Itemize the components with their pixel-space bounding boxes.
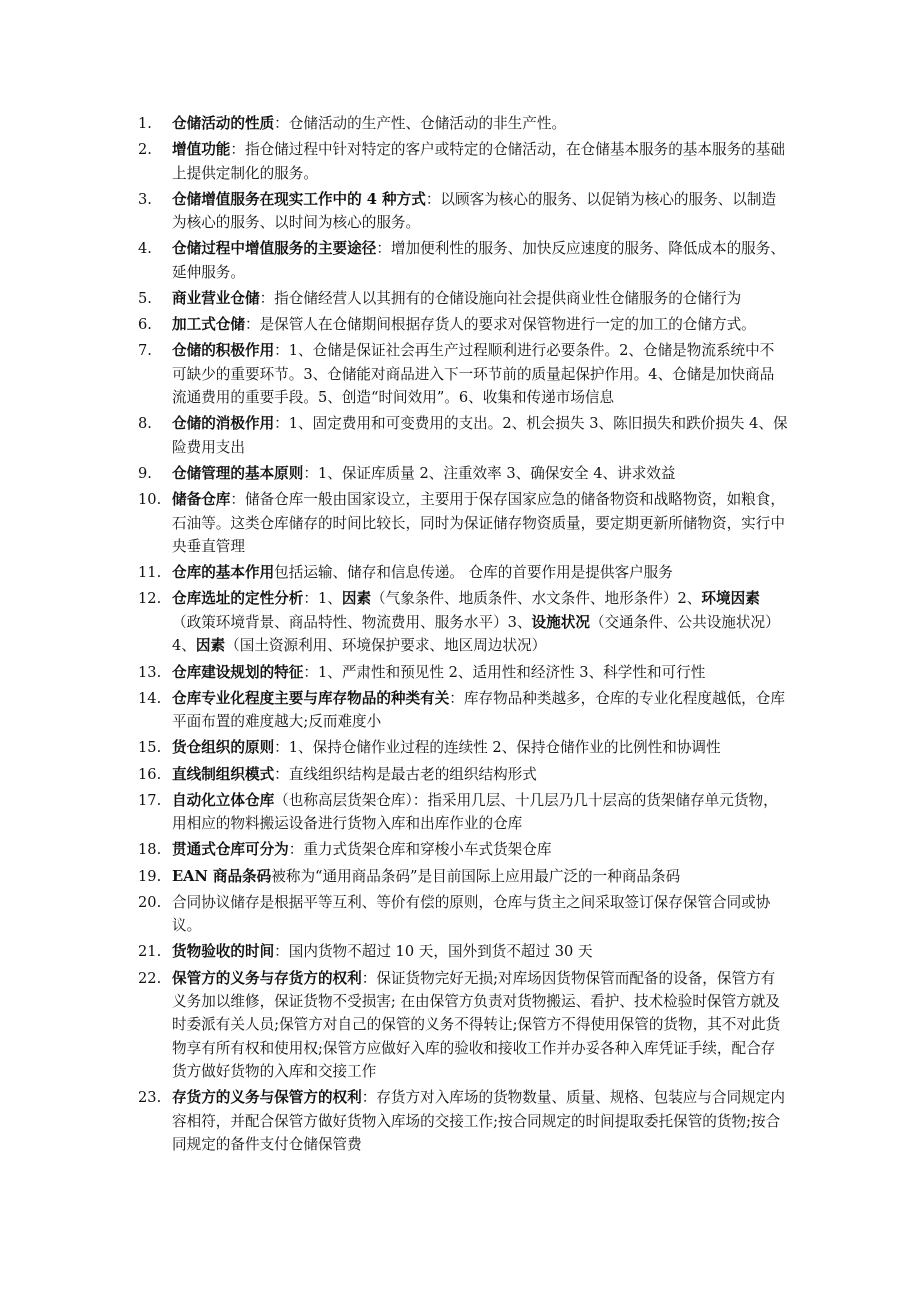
item-term: 仓储活动的性质 xyxy=(172,115,275,132)
list-item xyxy=(138,237,788,284)
list-item xyxy=(138,112,788,135)
item-term: 储备仓库 xyxy=(172,491,231,509)
item-number: 15. xyxy=(138,739,162,757)
item-number: 5. xyxy=(138,290,152,308)
item-text: ：保证货物完好无损;对库场因货物保管而配备的设备，保管方有义务加以维修，保证货物不受损害; 在由保管方负责对货物搬运、看护、技术检验时保管方就及时委派有关人员;保管方对自己的保管的义务不得转让;保管方不得使用保管的货物，其不对此货物享有所有权和使用权;保管方应做好入库的验收和接收工作并办妥各种入库凭证手续，配合存货方做好货物的入库和交接工作 xyxy=(172,969,781,1081)
list-item xyxy=(138,561,788,584)
list-item xyxy=(138,838,788,861)
item-text: ：增加便利性的服务、加快反应速度的服务、降低成本的服务、延伸服务。 xyxy=(172,240,785,281)
item-number: 9. xyxy=(138,465,152,483)
item-term: 仓储管理的基本原则 xyxy=(172,465,304,483)
list-item xyxy=(138,188,788,235)
item-text: ：国内货物不超过 10 天，国外到货不超过 30 天 xyxy=(274,943,593,961)
list-item xyxy=(138,763,788,786)
item-number: 4. xyxy=(138,240,152,258)
item-number: 22. xyxy=(138,969,162,987)
item-text: ：指仓储过程中针对特定的客户或特定的仓储活动，在仓储基本服务的基本服务的基础上提供定制化的服务。 xyxy=(172,141,785,182)
list-item xyxy=(138,488,788,558)
list-item xyxy=(138,313,788,336)
item-number: 17. xyxy=(138,791,162,809)
item-term: 货仓组织的原则 xyxy=(172,739,275,757)
item-number: 14. xyxy=(138,689,162,707)
item-text: （也称高层货架仓库）：指采用几层、十几层乃几十层高的货架储存单元货物，用相应的物料搬运设备进行货物入库和出库作业的仓库 xyxy=(172,791,778,833)
item-text: （交通条件、公共设施状况）4、 xyxy=(172,613,780,655)
list-item xyxy=(138,789,788,836)
list-item xyxy=(138,587,788,657)
item-number: 3. xyxy=(138,190,152,208)
list-item xyxy=(138,138,788,185)
list-item xyxy=(138,287,788,310)
item-text: ：是保管人在仓储期间根据存货人的要求对保管物进行一定的加工的仓储方式。 xyxy=(244,316,756,334)
item-term: 保管方的义务与存货方的权利 xyxy=(172,969,362,987)
item-text: （国土资源利用、环境保护要求、地区周边状况） xyxy=(225,637,547,655)
item-text: ：直线组织结构是最古老的组织结构形式 xyxy=(274,765,537,783)
item-term: 仓储过程中增值服务的主要途径 xyxy=(172,240,377,258)
item-text: 合同协议储存是根据平等互利、等价有偿的原则，仓库与货主之间采取签订保存保管合同或协议。 xyxy=(172,893,771,935)
item-number: 13. xyxy=(138,663,162,681)
list-item xyxy=(138,339,788,409)
list-item xyxy=(138,891,788,938)
list-item xyxy=(138,736,788,759)
item-number: 21. xyxy=(138,943,162,961)
item-text: ：1、固定费用和可变费用的支出。2、机会损失 3、陈旧损失和跌价损失 4、保险费用支出 xyxy=(172,415,788,456)
list-item xyxy=(138,865,788,888)
item-term: 贯通式仓库可分为 xyxy=(172,841,289,859)
item-text: （气象条件、地质条件、水文条件、地形条件）2、 xyxy=(371,590,702,608)
list-item xyxy=(138,940,788,963)
item-term: 环境因素 xyxy=(701,590,760,608)
item-term: 货物验收的时间 xyxy=(172,943,275,961)
list-item xyxy=(138,687,788,734)
numbered-list xyxy=(138,112,788,1159)
item-number: 23. xyxy=(138,1089,162,1107)
item-term: 仓库专业化程度主要与库存物品的种类有关 xyxy=(172,689,450,707)
item-number: 6. xyxy=(138,316,152,334)
item-number: 19. xyxy=(138,867,162,885)
item-term: 因素 xyxy=(341,590,372,608)
item-term: 仓库选址的定性分析 xyxy=(172,590,304,608)
item-text: 包括运输、储存和信息传递。 仓库的首要作用是提供客户服务 xyxy=(274,564,673,582)
item-text: ：仓储活动的生产性、仓储活动的非生产性。 xyxy=(274,115,567,132)
item-number: 11. xyxy=(138,564,162,582)
item-number: 2. xyxy=(138,141,152,159)
item-term: 仓储的积极作用 xyxy=(172,342,275,360)
list-item xyxy=(138,967,788,1084)
item-text: 被称为“通用商品条码”是目前国际上应用最广泛的一种商品条码 xyxy=(271,867,681,885)
item-term: 增值功能 xyxy=(172,141,231,159)
item-number: 16. xyxy=(138,765,162,783)
item-text: （政策环境背景、商品特性、物流费用、服务水平）3、 xyxy=(172,613,532,631)
list-item xyxy=(138,412,788,459)
item-term: 设施状况 xyxy=(531,613,590,631)
item-number: 18. xyxy=(138,841,162,859)
item-term: 存货方的义务与保管方的权利 xyxy=(172,1089,362,1107)
item-text: ：库存物品种类越多，仓库的专业化程度越低，仓库平面布置的难度越大;反而难度小 xyxy=(172,689,785,731)
list-item xyxy=(138,1086,788,1156)
item-term: 仓库的基本作用 xyxy=(172,564,275,582)
item-term: 仓库建设规划的特征 xyxy=(172,663,304,681)
item-term: 自动化立体仓库 xyxy=(172,791,275,809)
list-item xyxy=(138,462,788,485)
item-term: 因素 xyxy=(195,637,226,655)
list-item xyxy=(138,661,788,684)
item-text: ：1、 xyxy=(303,590,342,608)
item-term: 仓储增值服务在现实工作中的 4 种方式 xyxy=(172,190,426,208)
item-term: EAN 商品条码 xyxy=(172,867,272,885)
item-text: ：以顾客为核心的服务、以促销为核心的服务、以制造为核心的服务、以时间为核心的服务。 xyxy=(172,190,777,232)
item-text: ：1、保持仓储作业过程的连续性 2、保持仓储作业的比例性和协调性 xyxy=(274,739,721,757)
item-term: 直线制组织模式 xyxy=(172,765,275,783)
item-text: ：存货方对入库场的货物数量、质量、规格、包装应与合同规定内容相符，并配合保管方做好货物入库场的交接工作;按合同规定的时间提取委托保管的货物;按合同规定的备件支付仓储保管费 xyxy=(172,1089,785,1154)
item-text: ：1、仓储是保证社会再生产过程顺利进行必要条件。2、仓储是物流系统中不可缺少的重要环节。3、仓储能对商品进入下一环节前的质量起保护作用。4、仓储是加快商品流通费用的重要手段。5、创造“时间效用”。6、收集和传递市场信息 xyxy=(172,342,775,407)
item-text: ：储备仓库一般由国家设立，主要用于保存国家应急的储备物资和战略物资，如粮食，石油等。这类仓库储存的时间比较长，同时为保证储存物资质量，要定期更新所储物资，实行中央垂直管理 xyxy=(172,491,785,556)
item-number: 7. xyxy=(138,342,152,360)
item-number: 20. xyxy=(138,893,162,911)
item-number: 8. xyxy=(138,415,152,433)
item-term: 商业营业仓储 xyxy=(172,290,260,308)
item-text: ：1、保证库质量 2、注重效率 3、确保安全 4、讲求效益 xyxy=(303,465,676,483)
item-text: ：重力式货架仓库和穿梭小车式货架仓库 xyxy=(288,841,552,859)
item-text: ：1、严肃性和预见性 2、适用性和经济性 3、科学性和可行性 xyxy=(303,663,706,681)
item-text: ：指仓储经营人以其拥有的仓储设施向社会提供商业性仓储服务的仓储行为 xyxy=(259,290,742,308)
item-number: 1. xyxy=(138,115,152,132)
item-term: 加工式仓储 xyxy=(172,316,245,334)
item-term: 仓储的消极作用 xyxy=(172,415,275,433)
item-number: 12. xyxy=(138,590,162,608)
item-number: 10. xyxy=(138,491,162,509)
